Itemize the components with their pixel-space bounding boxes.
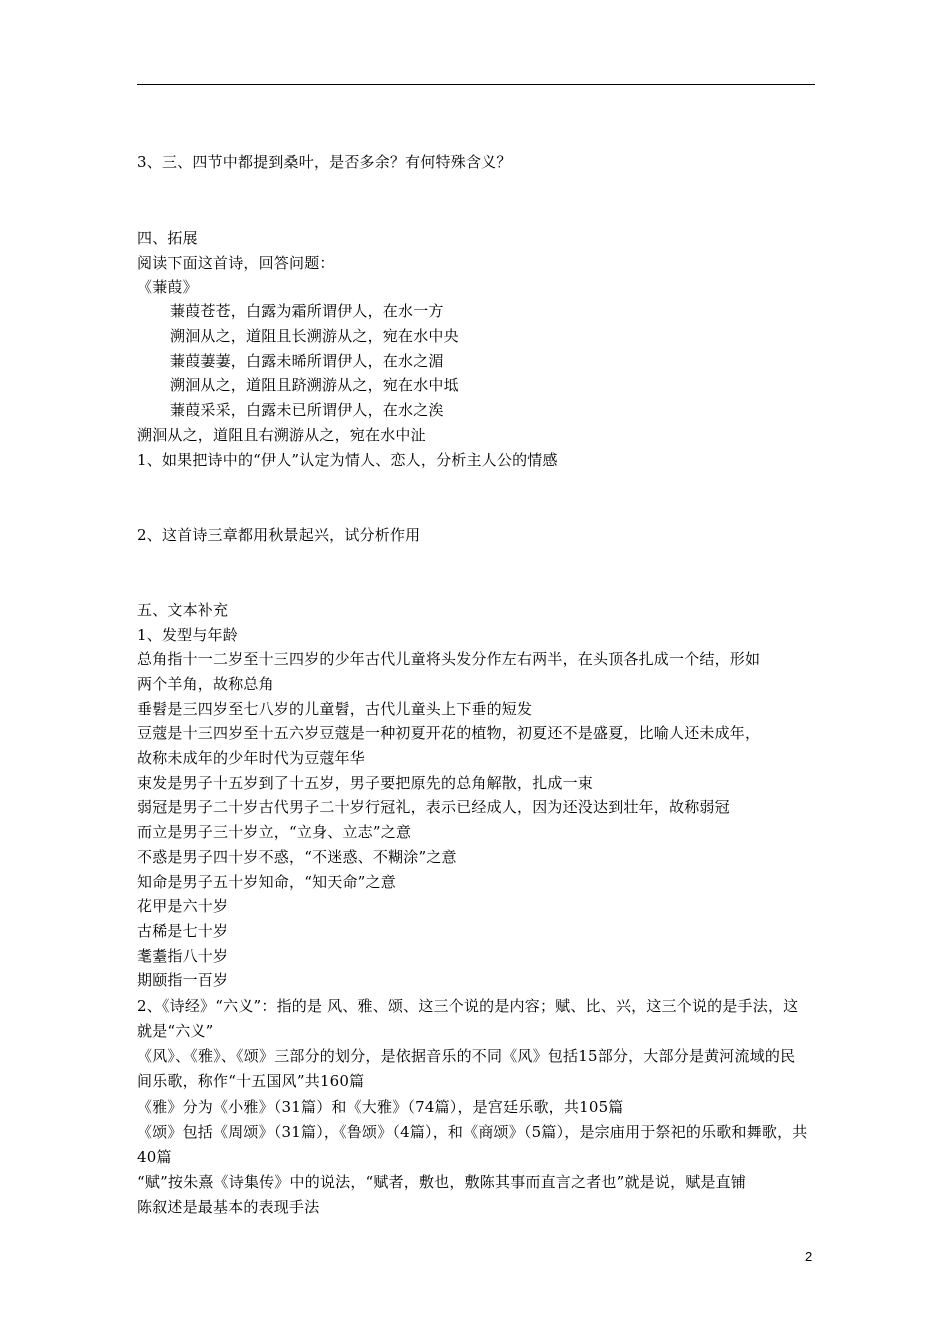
text-line: 花甲是六十岁: [137, 897, 229, 915]
page-number: 2: [805, 1249, 813, 1264]
text-line: “赋”按朱熹《诗集传》中的说法，“赋者，敷也，敷陈其事而直言之者也”就是说，赋是直铺: [137, 1173, 747, 1191]
text-line: 《颂》包括《周颂》（31篇），《鲁颂》（4篇），和《商颂》（5篇），是宗庙用于祭祀的乐歌和舞歌，共: [137, 1123, 808, 1141]
text-line: 弱冠是男子二十岁古代男子二十岁行冠礼，表示已经成人，因为还没达到壮年，故称弱冠: [137, 798, 730, 816]
text-line: 陈叙述是最基本的表现手法: [137, 1198, 320, 1216]
text-line: 故称未成年的少年时代为豆蔻年华: [137, 749, 366, 767]
text-line: 就是“六义”: [137, 1022, 214, 1040]
section-4-heading: 四、拓展: [137, 229, 198, 247]
header-rule: [137, 84, 815, 85]
section-4-question-1: 1、如果把诗中的“伊人”认定为情人、恋人，分析主人公的情感: [137, 451, 558, 469]
text-line: 总角指十一二岁至十三四岁的少年古代儿童将头发分作左右两半，在头顶各扎成一个结，形如: [137, 650, 761, 668]
poem-line: 溯洄从之，道阻且长溯游从之，宛在水中央: [170, 327, 459, 345]
poem-line: 蒹葭采采，白露未已所谓伊人，在水之涘: [170, 401, 444, 419]
text-line: 而立是男子三十岁立，“立身、立志”之意: [137, 823, 412, 841]
text-line: 豆蔻是十三四岁至十五六岁豆蔻是一种初夏开花的植物，初夏还不是盛夏，比喻人还未成年，: [137, 724, 761, 742]
poem-line: 溯洄从之，道阻且跻溯游从之，宛在水中坻: [170, 376, 459, 394]
text-line: 垂髫是三四岁至七八岁的儿童髫，古代儿童头上下垂的短发: [137, 700, 533, 718]
poem-line: 蒹葭苍苍，白露为霜所谓伊人，在水一方: [170, 302, 444, 320]
text-line: 两个羊角，故称总角: [137, 675, 274, 693]
question-3: 3、三、四节中都提到桑叶，是否多余？有何特殊含义？: [137, 153, 512, 171]
text-line: 间乐歌，称作“十五国风”共160篇: [137, 1072, 365, 1090]
section-4-question-2: 2、这首诗三章都用秋景起兴，试分析作用: [137, 526, 421, 544]
text-line: 耄耋指八十岁: [137, 947, 229, 965]
poem-line: 蒹葭萋萋，白露未晞所谓伊人，在水之湄: [170, 352, 444, 370]
text-line: 2、《诗经》“六义”：指的是 风、雅、颂、这三个说的是内容；赋、比、兴，这三个说的是手法，这: [137, 997, 799, 1015]
text-line: 束发是男子十五岁到了十五岁，男子要把原先的总角解散，扎成一束: [137, 774, 594, 792]
section-5-subheading: 1、发型与年龄: [137, 626, 238, 644]
text-line: 不惑是男子四十岁不惑，“不迷惑、不糊涂”之意: [137, 848, 457, 866]
text-line: 《风》、《雅》、《颂》三部分的划分，是依据音乐的不同《风》包括15部分，大部分是黄河流域的民: [137, 1047, 796, 1065]
poem-title: 《蒹葭》: [137, 278, 198, 296]
text-line: 《雅》分为《小雅》（31篇）和《大雅》（74篇），是宫廷乐歌，共105篇: [137, 1098, 624, 1116]
text-line: 40篇: [137, 1148, 172, 1166]
section-4-intro: 阅读下面这首诗，回答问题：: [137, 254, 335, 272]
poem-last-line: 溯洄从之，道阻且右溯游从之，宛在水中沚: [137, 426, 426, 444]
text-line: 古稀是七十岁: [137, 922, 229, 940]
section-5-heading: 五、文本补充: [137, 601, 229, 619]
text-line: 期颐指一百岁: [137, 971, 229, 989]
text-line: 知命是男子五十岁知命，“知天命”之意: [137, 873, 396, 891]
